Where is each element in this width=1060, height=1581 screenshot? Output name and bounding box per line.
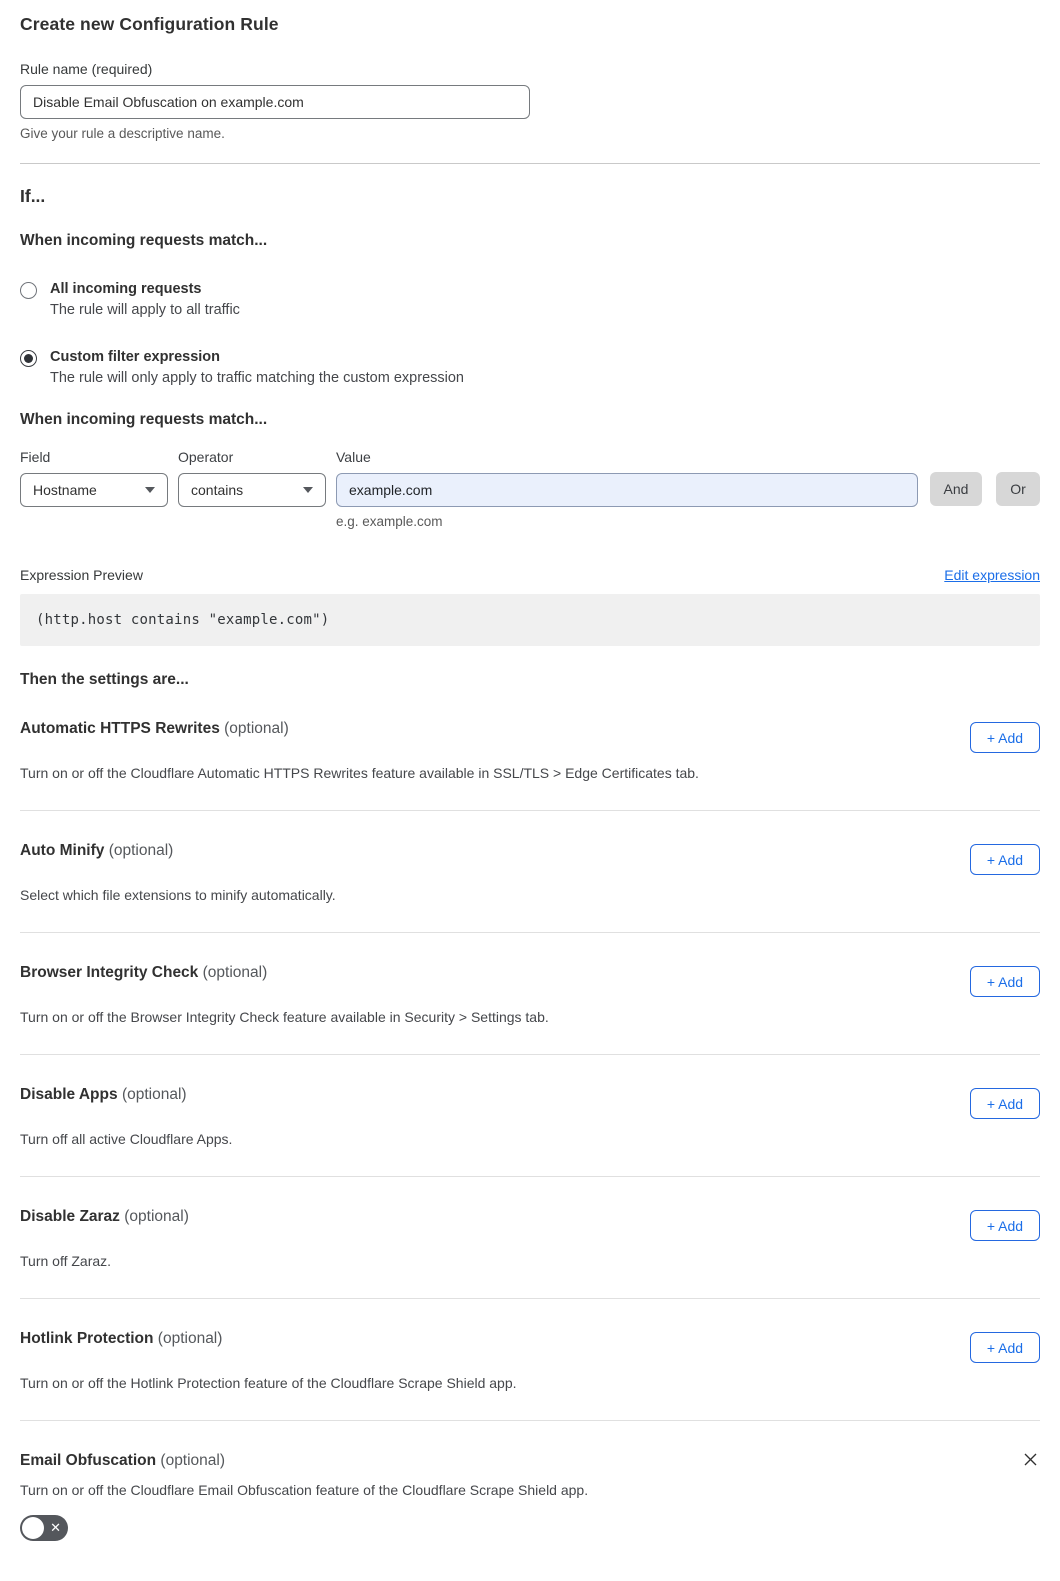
operator-select[interactable] <box>178 473 326 507</box>
radio-label[interactable]: Custom filter expression <box>50 349 221 365</box>
section-divider <box>20 163 1040 164</box>
add-button[interactable]: + Add <box>970 722 1040 753</box>
setting-optional-label: (optional) <box>157 1330 223 1347</box>
remove-setting-button[interactable] <box>1021 1450 1040 1469</box>
expression-builder-row <box>20 449 1040 529</box>
setting-title: Hotlink Protection <box>20 1330 154 1347</box>
builder-heading: When incoming requests match... <box>20 411 268 428</box>
setting-optional-label: (optional) <box>224 720 289 737</box>
field-select[interactable] <box>20 473 168 507</box>
value-input[interactable] <box>336 473 918 507</box>
add-button[interactable]: + Add <box>970 966 1040 997</box>
add-button[interactable]: + Add <box>970 1088 1040 1119</box>
value-help: e.g. example.com <box>336 514 443 529</box>
setting-title: Browser Integrity Check <box>20 964 199 981</box>
expression-preview-header <box>20 567 1040 583</box>
setting-auto-minify <box>20 811 1040 933</box>
radio-description: The rule will only apply to traffic matching the custom expression <box>50 370 464 386</box>
match-heading: When incoming requests match... <box>20 232 268 249</box>
radio-option-custom-filter[interactable] <box>20 349 1040 386</box>
then-settings-heading: Then the settings are... <box>20 671 189 688</box>
operator-label: Operator <box>178 449 234 465</box>
setting-title: Auto Minify <box>20 842 105 859</box>
page-title: Create new Configuration Rule <box>20 14 279 34</box>
setting-optional-label: (optional) <box>124 1208 189 1225</box>
chevron-down-icon <box>145 487 155 493</box>
radio-description: The rule will apply to all traffic <box>50 302 240 318</box>
setting-description: Turn on or off the Browser Integrity Check feature available in Security > Settings tab. <box>20 1009 549 1025</box>
expression-preview-label: Expression Preview <box>20 567 143 583</box>
radio-option-all-requests[interactable] <box>20 281 1040 318</box>
expression-code: (http.host contains "example.com") <box>36 612 330 628</box>
toggle-x-icon: ✕ <box>50 1520 61 1536</box>
field-label: Field <box>20 449 51 465</box>
operator-select-value: contains <box>191 482 244 498</box>
setting-optional-label: (optional) <box>121 1086 187 1103</box>
add-button[interactable]: + Add <box>970 1332 1040 1363</box>
setting-title: Email Obfuscation <box>20 1452 157 1469</box>
setting-description: Turn on or off the Cloudflare Automatic HTTPS Rewrites feature available in SSL/TLS > Edge Certificates tab. <box>20 765 699 781</box>
setting-browser-integrity-check <box>20 933 1040 1055</box>
setting-optional-label: (optional) <box>160 1452 226 1469</box>
or-button[interactable]: Or <box>996 472 1040 506</box>
setting-description: Turn off all active Cloudflare Apps. <box>20 1131 233 1147</box>
and-button[interactable]: And <box>930 472 982 506</box>
setting-description: Select which file extensions to minify automatically. <box>20 887 336 903</box>
email-obfuscation-toggle[interactable] <box>20 1515 68 1541</box>
setting-optional-label: (optional) <box>108 842 174 859</box>
rule-name-input[interactable] <box>20 85 530 119</box>
add-button[interactable]: + Add <box>970 844 1040 875</box>
if-heading: If... <box>20 186 46 206</box>
setting-description: Turn on or off the Hotlink Protection feature of the Cloudflare Scrape Shield app. <box>20 1375 517 1391</box>
radio-label[interactable]: All incoming requests <box>50 281 202 297</box>
setting-email-obfuscation <box>20 1421 1040 1541</box>
setting-title: Disable Zaraz <box>20 1208 120 1225</box>
field-select-value: Hostname <box>33 482 97 498</box>
toggle-knob <box>22 1517 44 1539</box>
chevron-down-icon <box>303 487 313 493</box>
radio-button[interactable] <box>20 282 37 299</box>
setting-hotlink-protection <box>20 1299 1040 1421</box>
add-button[interactable]: + Add <box>970 1210 1040 1241</box>
setting-disable-apps <box>20 1055 1040 1177</box>
radio-button[interactable] <box>20 350 37 367</box>
setting-automatic-https-rewrites <box>20 689 1040 811</box>
setting-description: Turn on or off the Cloudflare Email Obfuscation feature of the Cloudflare Scrape Shield app. <box>20 1482 589 1498</box>
expression-preview-code-block <box>20 594 1040 646</box>
rule-name-help: Give your rule a descriptive name. <box>20 126 225 141</box>
setting-description: Turn off Zaraz. <box>20 1253 112 1269</box>
setting-title: Automatic HTTPS Rewrites <box>20 720 220 737</box>
setting-optional-label: (optional) <box>202 964 268 981</box>
edit-expression-link[interactable]: Edit expression <box>944 567 1040 583</box>
setting-disable-zaraz <box>20 1177 1040 1299</box>
rule-name-label: Rule name (required) <box>20 61 153 77</box>
setting-title: Disable Apps <box>20 1086 118 1103</box>
value-label: Value <box>336 449 371 465</box>
close-icon <box>1023 1452 1038 1467</box>
